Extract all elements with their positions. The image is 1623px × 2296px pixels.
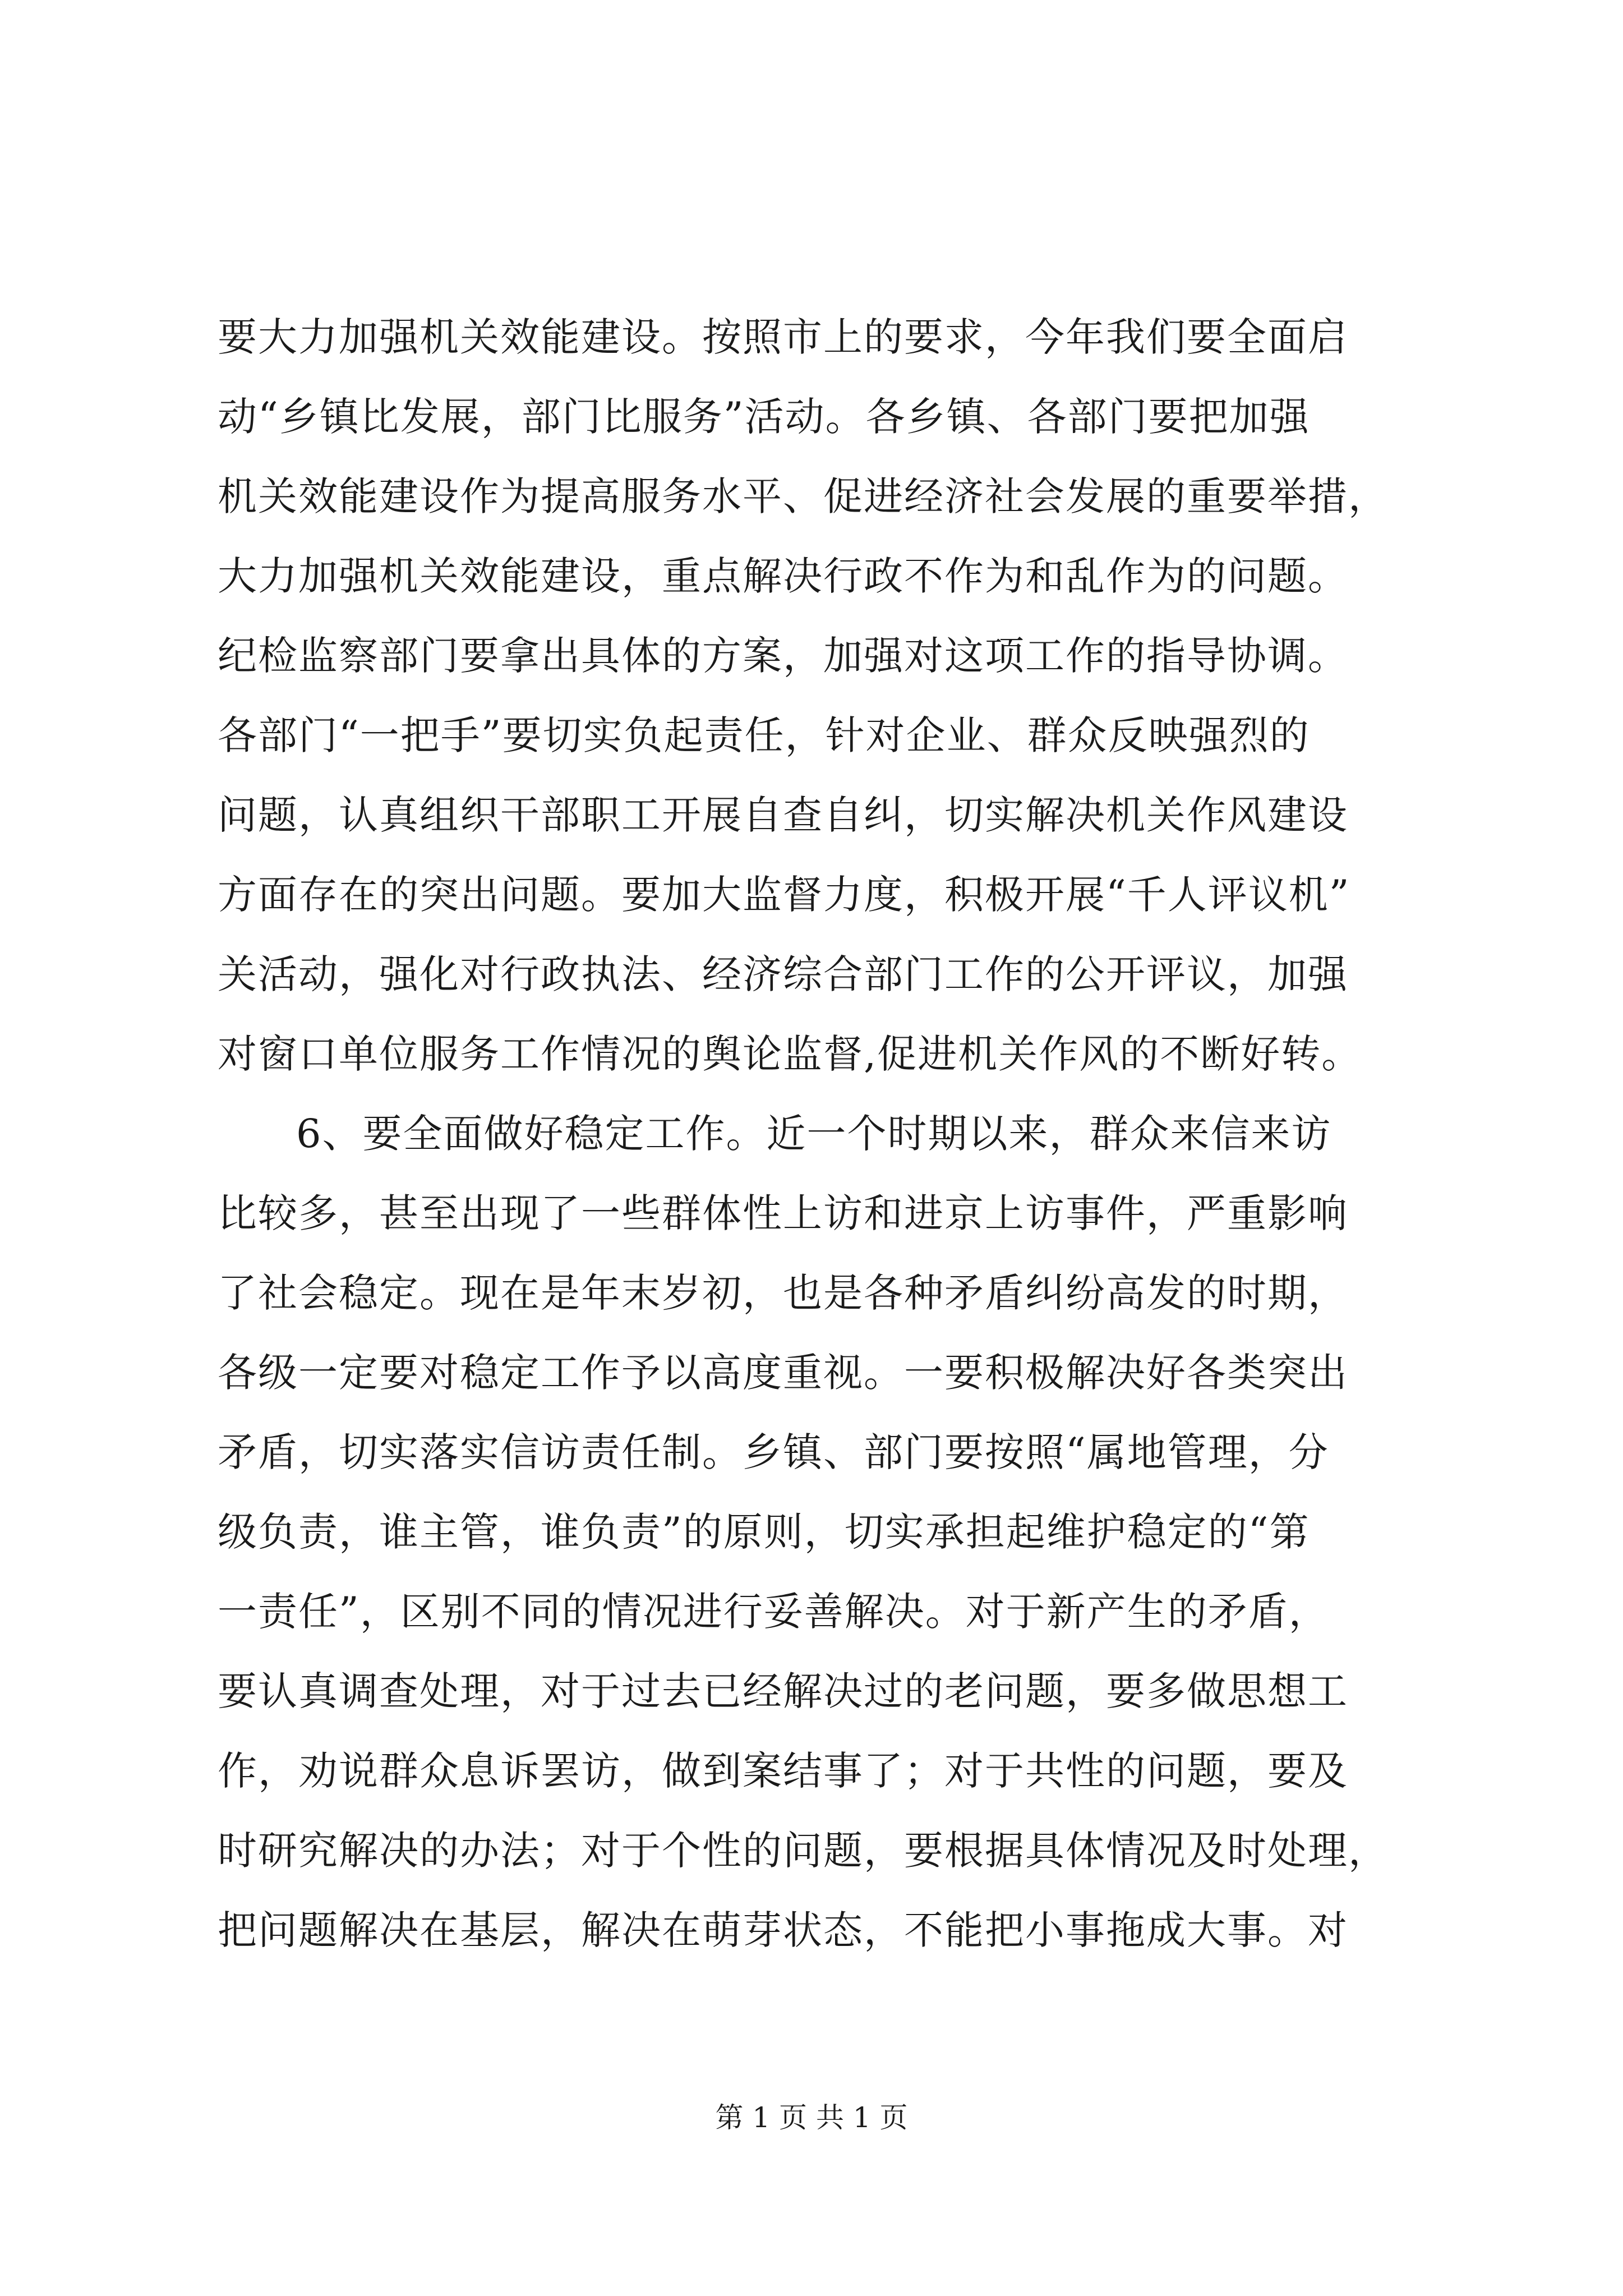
text-line: 要认真调查处理，对于过去已经解决过的老问题，要多做思想工: [218, 1668, 1348, 1714]
text-line: 要大力加强机关效能建设。按照市上的要求，今年我们要全面启: [218, 314, 1348, 360]
page-footer: 第 1 页 共 1 页: [715, 2101, 908, 2134]
text-line: 级负责，谁主管，谁负责”的原则，切实承担起维护稳定的“第: [218, 1509, 1310, 1555]
text-line: 把问题解决在基层，解决在萌芽状态，不能把小事拖成大事。对: [218, 1907, 1348, 1953]
text-line: 大力加强机关效能建设，重点解决行政不作为和乱作为的问题。: [218, 553, 1348, 599]
text-line: 作，劝说群众息诉罢访，做到案结事了；对于共性的问题，要及: [218, 1748, 1348, 1794]
text-line: 各部门“一把手”要切实负起责任，针对企业、群众反映强烈的: [218, 712, 1310, 758]
text-line: 时研究解决的办法；对于个性的问题，要根据具体情况及时处理，: [218, 1828, 1389, 1874]
text-line: 纪检监察部门要拿出具体的方案，加强对这项工作的指导协调。: [218, 633, 1348, 679]
text-line: 方面存在的突出问题。要加大监督力度，积极开展“千人评议机”: [218, 872, 1350, 918]
text-line: 对窗口单位服务工作情况的舆论监督,促进机关作风的不断好转。: [218, 1031, 1362, 1077]
text-line: 一责任”，区别不同的情况进行妥善解决。对于新产生的矛盾，: [218, 1589, 1329, 1635]
text-line: 机关效能建设作为提高服务水平、促进经济社会发展的重要举措，: [218, 473, 1389, 519]
text-line: 比较多，甚至出现了一些群体性上访和进京上访事件，严重影响: [218, 1190, 1348, 1236]
text-line: 问题，认真组织干部职工开展自查自纠，切实解决机关作风建设: [218, 792, 1348, 838]
body-text: [218, 297, 1474, 1970]
text-line: 矛盾，切实落实信访责任制。乡镇、部门要按照“属地管理，分: [218, 1429, 1329, 1475]
text-line: 各级一定要对稳定工作予以高度重视。一要积极解决好各类突出: [218, 1350, 1348, 1396]
paragraph-start-line: 6、要全面做好稳定工作。近一个时期以来，群众来信来访: [296, 1111, 1332, 1157]
text-line: 了社会稳定。现在是年末岁初，也是各种矛盾纠纷高发的时期，: [218, 1270, 1348, 1316]
text-line: 动“乡镇比发展，部门比服务”活动。各乡镇、各部门要把加强: [218, 394, 1310, 440]
text-line: 关活动，强化对行政执法、经济综合部门工作的公开评议，加强: [218, 951, 1348, 997]
